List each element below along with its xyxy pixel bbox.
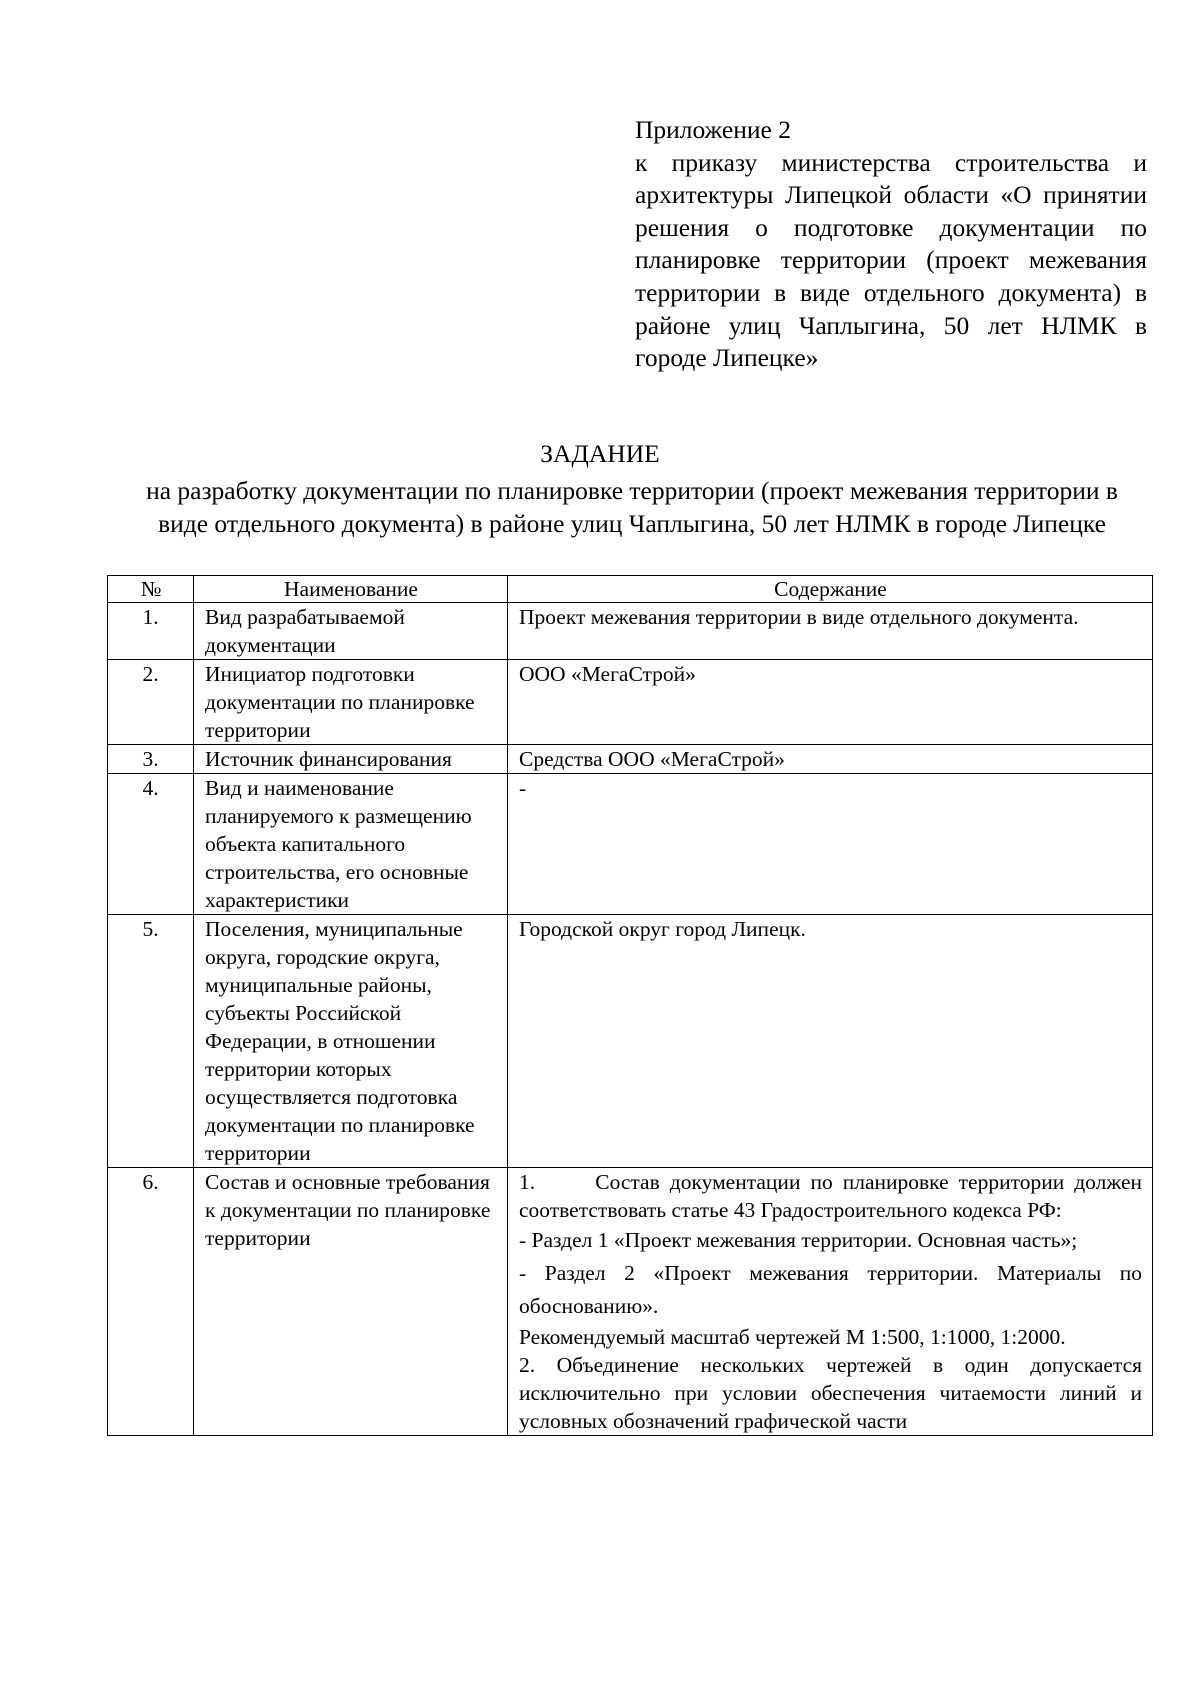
row-name: Источник финансирования	[194, 745, 508, 774]
row-content	[508, 915, 1153, 1168]
row-number: 6.	[108, 1168, 194, 1436]
content-paragraph: Проект межевания территории в виде отдельного документа.	[519, 605, 1079, 629]
table-row	[108, 1168, 1153, 1436]
document-title: ЗАДАНИЕ	[540, 439, 660, 468]
row-number: 4.	[108, 774, 194, 915]
table-row	[108, 660, 1153, 745]
table-header-row	[108, 576, 1153, 603]
table-row	[108, 915, 1153, 1168]
row-name: Вид и наименование планируемого к размещению объекта капитального строительства, его основные характеристики	[194, 774, 508, 915]
row-content	[508, 1168, 1153, 1436]
document-subtitle: на разработку документации по планировке территории (проект межевания территории в виде отдельного документа) в районе улиц Чаплыгина, 50 лет НЛМК в городе Липецке	[146, 476, 1118, 538]
row-name: Вид разрабатываемой документации	[194, 603, 508, 660]
row-name: Поселения, муниципальные округа, городские округа, муниципальные районы, субъекты Российской Федерации, в отношении территории которых осуществляется подготовка документации по планировке территории	[194, 915, 508, 1168]
content-paragraph: Городской округ город Липецк.	[519, 917, 806, 941]
header-content: Содержание	[508, 576, 1153, 603]
appendix-heading	[635, 114, 1147, 375]
row-content	[508, 660, 1153, 745]
appendix-title: Приложение 2	[635, 115, 791, 144]
task-table	[107, 575, 1153, 1436]
row-content	[508, 774, 1153, 915]
header-number: №	[108, 576, 194, 603]
row-number: 1.	[108, 603, 194, 660]
content-paragraph: ООО «МегаСтрой»	[519, 662, 696, 686]
header-name: Наименование	[194, 576, 508, 603]
row-number: 3.	[108, 745, 194, 774]
row-number: 2.	[108, 660, 194, 745]
row-content	[508, 603, 1153, 660]
row-number: 5.	[108, 915, 194, 1168]
row-content	[508, 745, 1153, 774]
table-row	[108, 774, 1153, 915]
content-paragraph: 2. Объединение нескольких чертежей в один допускается исключительно при условии обеспечения читаемости линий и условных обозначений графической части	[519, 1353, 1142, 1433]
content-paragraph: - Раздел 2 «Проект межевания территории. Материалы по обоснованию».	[519, 1261, 1142, 1318]
row-name: Состав и основные требования к документации по планировке территории	[194, 1168, 508, 1436]
content-paragraph: - Раздел 1 «Проект межевания территории. Основная часть»;	[519, 1228, 1078, 1252]
content-paragraph: Средства ООО «МегаСтрой»	[519, 747, 785, 771]
content-paragraph: 1. Состав документации по планировке территории должен соответствовать статье 43 Градостроительного кодекса РФ:	[519, 1170, 1148, 1222]
table-row	[108, 745, 1153, 774]
content-paragraph: -	[519, 776, 527, 800]
row-name: Инициатор подготовки документации по планировке территории	[194, 660, 508, 745]
content-paragraph: Рекомендуемый масштаб чертежей М 1:500, 1:1000, 1:2000.	[519, 1325, 1066, 1349]
appendix-reference: к приказу министерства строительства и архитектуры Липецкой области «О принятии решения о подготовке документации по планировке территории (проект межевания территории в виде отдельного документа) в районе улиц Чаплыгина, 50 лет НЛМК в городе Липецке»	[635, 147, 1147, 373]
table-row	[108, 603, 1153, 660]
